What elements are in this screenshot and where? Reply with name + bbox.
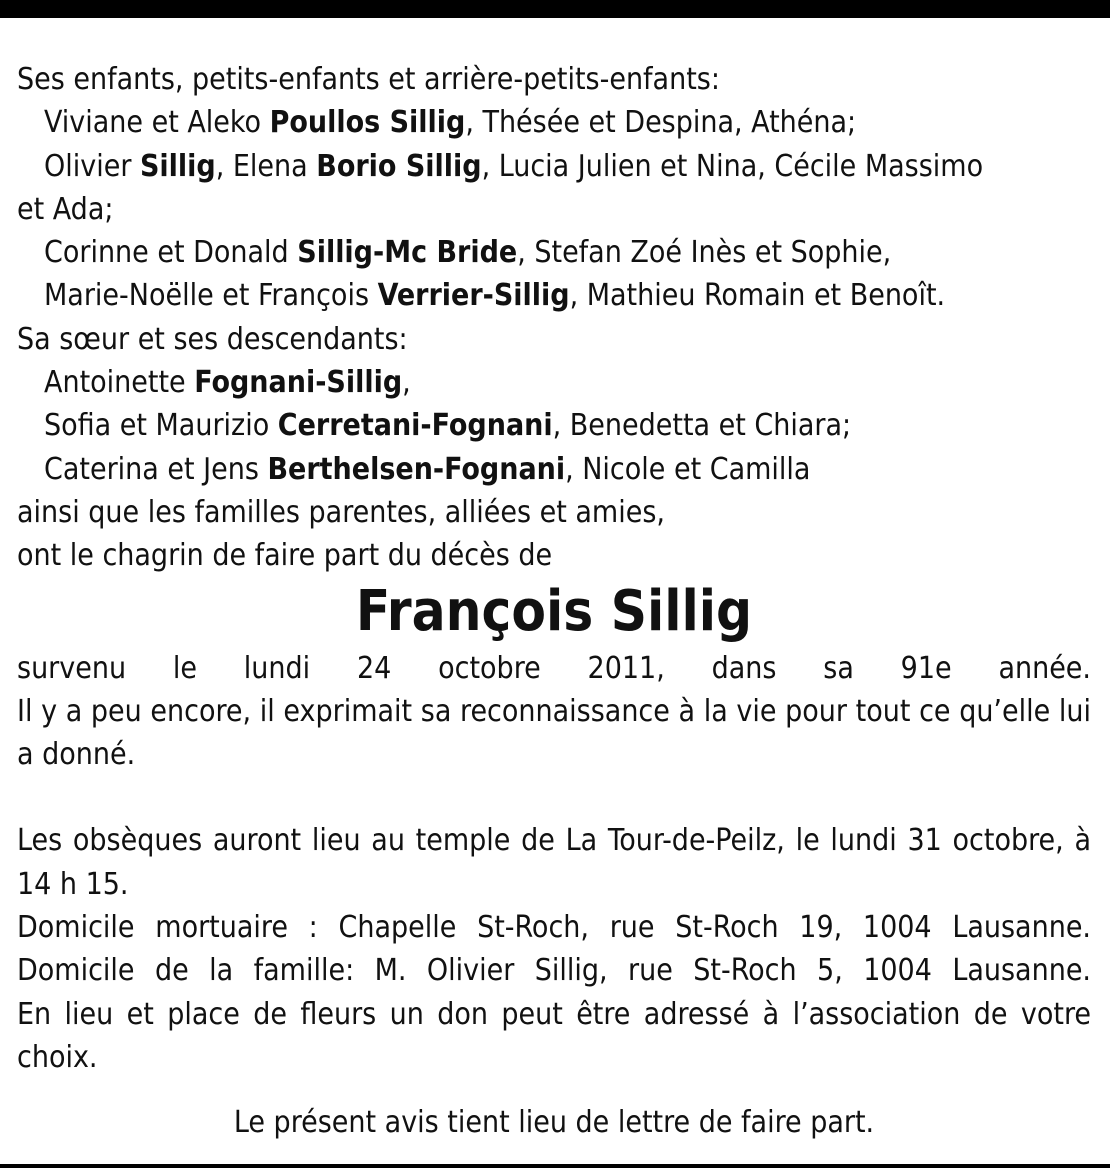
text: , Thésée et Despina, Athéna; bbox=[465, 105, 857, 141]
announce-line: ont le chagrin de faire part du décès de bbox=[17, 538, 553, 574]
family-line-2 bbox=[17, 145, 1091, 188]
text: Corinne et Donald bbox=[44, 235, 298, 271]
gratitude-paragraph: Il y a peu encore, il exprimait sa reconnaissance à la vie pour tout ce qu’elle lui a donné. bbox=[17, 693, 1091, 773]
family-line-1 bbox=[17, 101, 1091, 144]
text: , Nicole et Camilla bbox=[565, 451, 811, 487]
family-name: Cerretani-Fognani bbox=[277, 408, 553, 444]
family-line-4 bbox=[17, 274, 1091, 317]
family-name: Poullos Sillig bbox=[269, 105, 466, 141]
text: Viviane et Aleko bbox=[44, 105, 270, 141]
sister-line-3 bbox=[17, 448, 1091, 491]
spacer bbox=[17, 776, 1091, 819]
text: , Benedetta et Chiara; bbox=[552, 408, 852, 444]
family-name: Sillig-Mc Bride bbox=[297, 235, 518, 271]
intro-line: Ses enfants, petits-enfants et arrière-petits-enfants: bbox=[17, 62, 720, 97]
family-line-2-continued: et Ada; bbox=[17, 191, 114, 227]
obituary-notice bbox=[17, 58, 1091, 1145]
text: Olivier bbox=[44, 148, 140, 184]
text: Sofia et Maurizio bbox=[44, 408, 278, 444]
death-date-line: survenu le lundi 24 octobre 2011, dans sa 91e année. bbox=[17, 650, 1091, 686]
spacer bbox=[17, 1079, 1091, 1101]
funeral-paragraph: Les obsèques auront lieu au temple de La Tour-de-Peilz, le lundi 31 octobre, à 14 h 15. bbox=[17, 823, 1091, 902]
text: , Elena bbox=[215, 148, 317, 184]
text: Antoinette bbox=[44, 365, 195, 401]
donation-paragraph: En lieu et place de fleurs un don peut être adressé à l’association de votre choix. bbox=[17, 996, 1091, 1075]
family-line-3 bbox=[17, 231, 1091, 274]
sister-line-2 bbox=[17, 404, 1091, 447]
family-name: Sillig bbox=[139, 148, 216, 184]
bottom-rule bbox=[0, 1164, 1110, 1168]
sister-line-1 bbox=[17, 361, 1091, 404]
text: , bbox=[402, 365, 411, 401]
family-name: Borio Sillig bbox=[316, 148, 482, 184]
sister-intro-line: Sa sœur et ses descendants: bbox=[17, 321, 408, 357]
relatives-line: ainsi que les familles parentes, alliées et amies, bbox=[17, 494, 665, 530]
family-name: Berthelsen-Fognani bbox=[267, 451, 566, 487]
deceased-name: François Sillig bbox=[355, 578, 753, 644]
mortuary-line: Domicile mortuaire : Chapelle St-Roch, rue St-Roch 19, 1004 Lausanne. bbox=[17, 910, 1091, 946]
text: , Stefan Zoé Inès et Sophie, bbox=[517, 235, 892, 271]
family-name: Fognani-Sillig bbox=[194, 365, 403, 401]
text: , Mathieu Romain et Benoît. bbox=[569, 278, 946, 314]
closing-line: Le présent avis tient lieu de lettre de faire part. bbox=[233, 1105, 875, 1141]
text: , Lucia Julien et Nina, Cécile Massimo bbox=[481, 148, 984, 184]
family-home-line: Domicile de la famille: M. Olivier Sillig, rue St-Roch 5, 1004 Lausanne. bbox=[17, 953, 1091, 989]
text: Caterina et Jens bbox=[44, 451, 268, 487]
family-name: Verrier-Sillig bbox=[377, 278, 570, 314]
text: Marie-Noëlle et François bbox=[44, 278, 378, 314]
top-rule bbox=[0, 0, 1110, 18]
